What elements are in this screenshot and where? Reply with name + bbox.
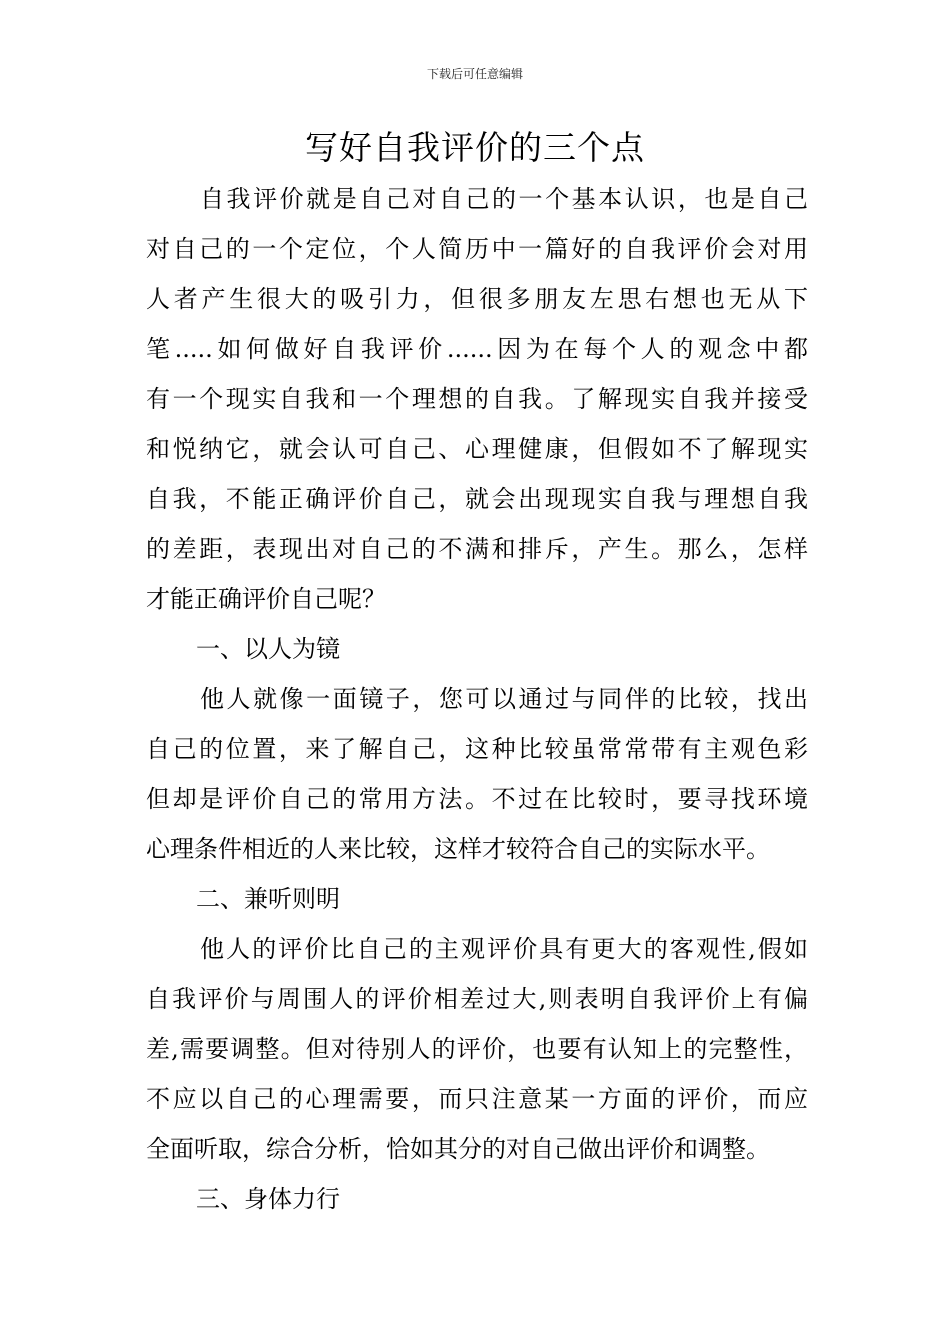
paragraph-line: 的差距，表现出对自己的不满和排斥，产生。那么，怎样 (146, 535, 808, 563)
paragraph-line: 不应以自己的心理需要，而只注意某一方面的评价，而应 (146, 1085, 808, 1113)
document-title: 写好自我评价的三个点 (305, 128, 645, 167)
paragraph-line: 和悦纳它，就会认可自己、心理健康，但假如不了解现实 (146, 435, 808, 463)
paragraph-line: 他人就像一面镜子，您可以通过与同伴的比较，找出 (200, 685, 808, 713)
paragraph-line: 对自己的一个定位，个人简历中一篇好的自我评价会对用 (146, 235, 808, 263)
paragraph-line: 但却是评价自己的常用方法。不过在比较时，要寻找环境 (146, 785, 808, 813)
paragraph-line: 人者产生很大的吸引力，但很多朋友左思右想也无从下 (146, 285, 808, 313)
paragraph-line: 他人的评价比自己的主观评价具有更大的客观性,假如 (200, 935, 808, 963)
paragraph-section-1 (146, 674, 808, 874)
paragraph-line: 自我评价就是自己对自己的一个基本认识，也是自己 (200, 185, 808, 213)
paragraph-line: 笔.....如何做好自我评价......因为在每个人的观念中都 (146, 335, 808, 363)
section-heading-2: 二、兼听则明 (196, 885, 340, 913)
document-body (146, 174, 808, 1224)
paragraph-line: 有一个现实自我和一个理想的自我。了解现实自我并接受 (146, 385, 808, 413)
paragraph-line: 心理条件相近的人来比较，这样才较符合自己的实际水平。 (146, 835, 770, 863)
section-heading-3: 三、身体力行 (196, 1185, 340, 1213)
paragraph-line: 自我，不能正确评价自己，就会出现现实自我与理想自我 (146, 485, 808, 513)
paragraph-section-2 (146, 924, 808, 1174)
paragraph-line: 差,需要调整。但对待别人的评价，也要有认知上的完整性， (146, 1035, 808, 1063)
paragraph-intro (146, 174, 808, 624)
paragraph-line: 全面听取，综合分析，恰如其分的对自己做出评价和调整。 (146, 1135, 770, 1163)
section-heading-1: 一、以人为镜 (196, 635, 340, 663)
header-note: 下载后可任意编辑 (426, 67, 523, 81)
paragraph-line: 自我评价与周围人的评价相差过大,则表明自我评价上有偏 (146, 985, 808, 1013)
paragraph-line: 自己的位置，来了解自己，这种比较虽常常带有主观色彩 (146, 735, 808, 763)
paragraph-line: 才能正确评价自己呢？ (146, 585, 386, 613)
